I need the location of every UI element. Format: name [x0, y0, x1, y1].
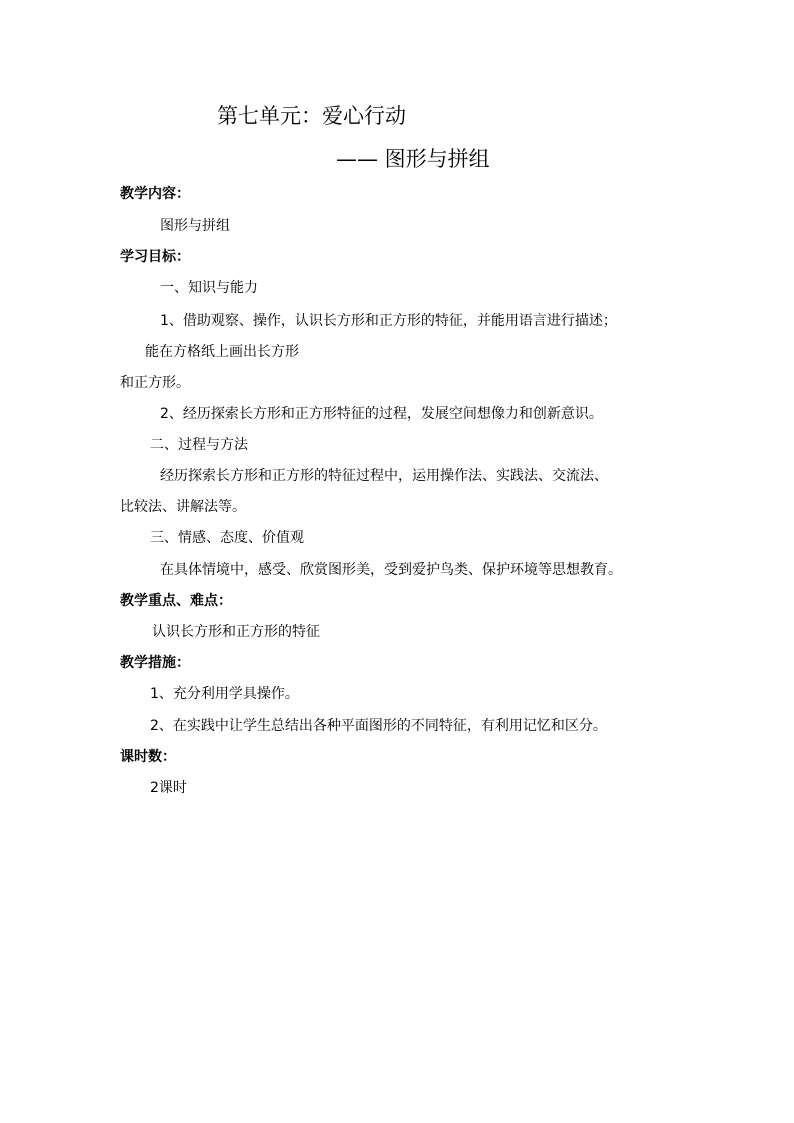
goal1-item1-line2: 能在方格纸上画出长方形: [145, 344, 299, 360]
goal3-heading: 三、情感、态度、价值观: [150, 530, 304, 546]
goal1-heading: 一、知识与能力: [160, 280, 258, 296]
document-title: 第七单元：爱心行动: [217, 104, 406, 128]
hours-heading: 课时数：: [120, 749, 176, 765]
document-subtitle: —— 图形与拼组: [336, 147, 490, 171]
goal1-item2: 2、经历探索长方形和正方形特征的过程，发展空间想像力和创新意识。: [160, 406, 603, 422]
goal2-text-line2: 比较法、讲解法等。: [120, 499, 246, 515]
measures-heading: 教学措施：: [120, 655, 190, 671]
hours-text: 2课时: [150, 780, 187, 796]
key-text: 认识长方形和正方形的特征: [152, 624, 320, 640]
content-text: 图形与拼组: [160, 218, 230, 234]
goal1-item1-line1: 1、借助观察、操作，认识长方形和正方形的特征，并能用语言进行描述；: [160, 313, 617, 329]
measure-item-1: 1、充分利用学具操作。: [150, 686, 299, 702]
goal1-item1-line3: 和正方形。: [120, 375, 190, 391]
measure-item-2: 2、在实践中让学生总结出各种平面图形的不同特征，有利用记忆和区分。: [150, 718, 607, 734]
content-heading: 教学内容：: [120, 186, 190, 202]
goal2-text-line1: 经历探索长方形和正方形的特征过程中，运用操作法、实践法、交流法、: [160, 468, 608, 484]
goal3-text: 在具体情境中，感受、欣赏图形美，受到爱护鸟类、保护环境等思想教育。: [160, 562, 622, 578]
key-heading: 教学重点、难点：: [120, 593, 232, 609]
goal2-heading: 二、过程与方法: [150, 437, 248, 453]
goals-heading: 学习目标：: [120, 249, 190, 265]
